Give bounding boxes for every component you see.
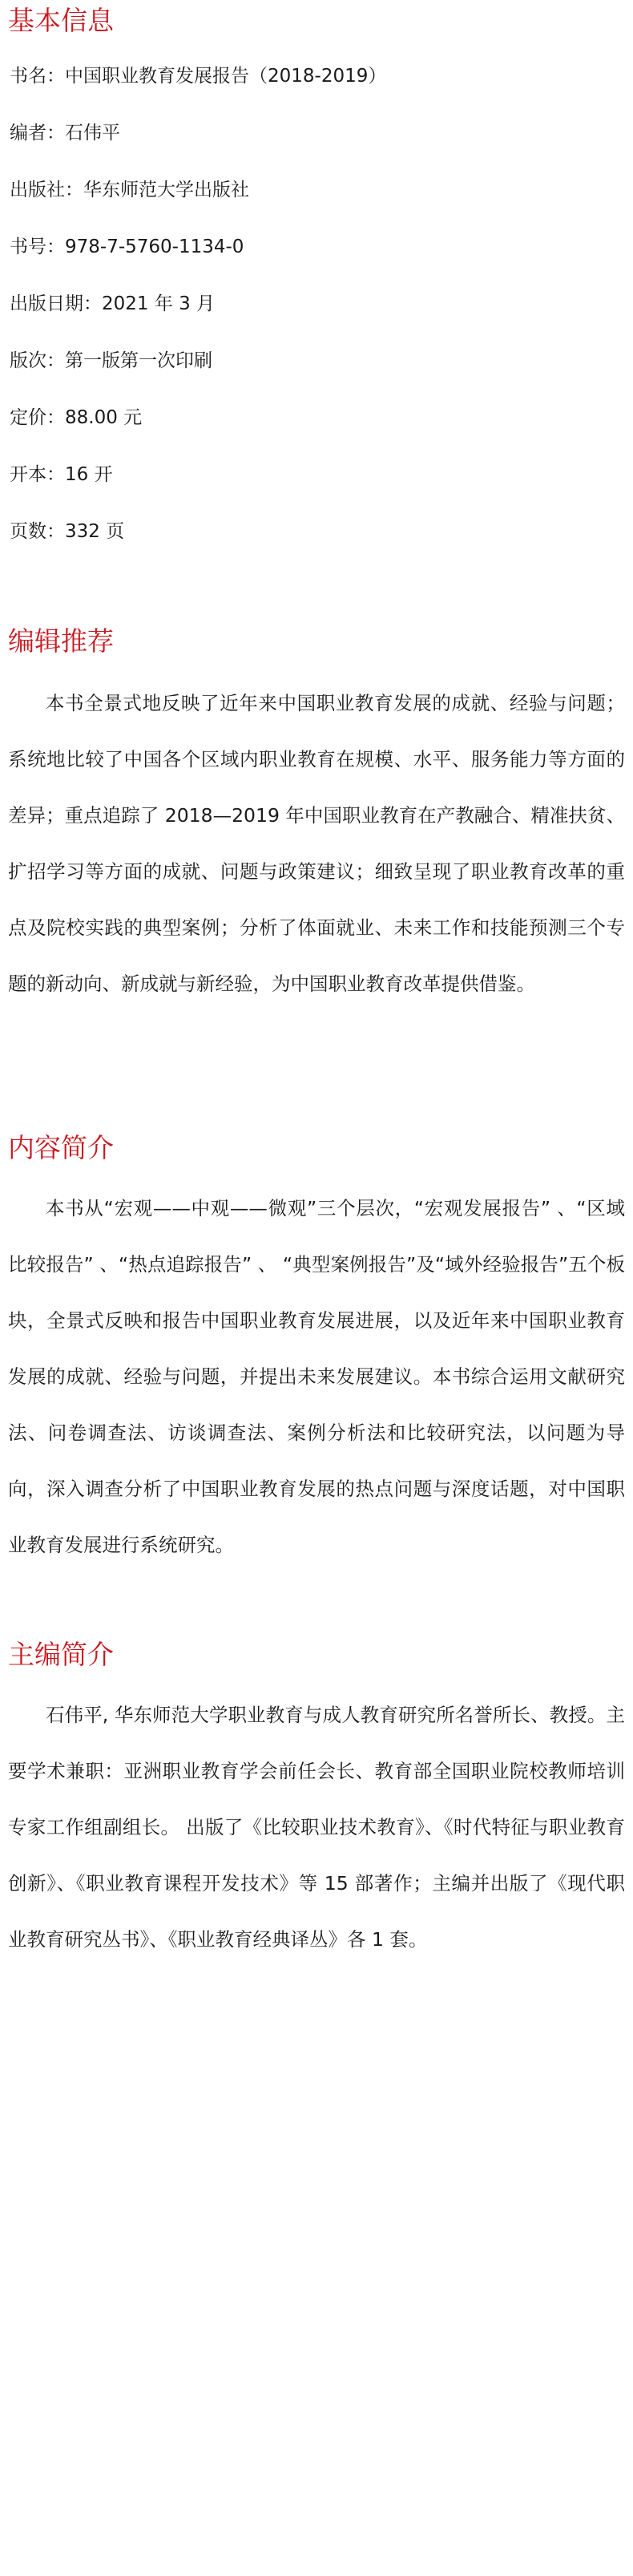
info-publisher: 出版社：华东师范大学出版社 <box>10 180 249 200</box>
content-summary-text: 本书从“宏观——中观——微观”三个层次，“宏观发展报告” 、“区域比较报告” 、“热点追踪报告” 、 “典型案例报告”及“域外经验报告”五个板块，全景式反映和报告中国职业教育发展进展，以及近年来中国职业教育发展的成就、经验与问题，并提出未来发展建议。本书综合运用文献研究法、问卷调查法、访谈调查法、案例分析法和比较研究法，以问题为导向，深入调查分析了中国职业教育发展的热点问题与深度话题，对中国职业教育发展进行系统研究。 <box>8 1197 625 1556</box>
info-publish-date: 出版日期：2021 年 3 月 <box>10 293 216 314</box>
content-summary-heading: 内容简介 <box>8 1132 114 1163</box>
editor-recommendation-heading: 编辑推荐 <box>8 625 114 657</box>
info-book-title: 书名：中国职业教育发展报告（2018-2019） <box>10 66 387 87</box>
info-isbn: 书号：978-7-5760-1134-0 <box>10 237 244 257</box>
info-editor: 编者：石伟平 <box>10 123 120 144</box>
chief-editor-heading: 主编简介 <box>8 1639 114 1670</box>
chief-editor-text: 石伟平, 华东师范大学职业教育与成人教育研究所名誉所长、教授。主要学术兼职：亚洲职业教育学会前任会长、教育部全国职业院校教师培训专家工作组副组长。 出版了《比较职业技术教育》、《时代特征与职业教育创新》、《职业教育课程开发技术》等 15 部著作；主编并出版了《现代职业教育研究丛书》、《职业教育经典译丛》各 1 套。 <box>8 1704 625 1951</box>
info-pages: 页数：332 页 <box>10 521 125 542</box>
editor-recommendation-text: 本书全景式地反映了近年来中国职业教育发展的成就、经验与问题；系统地比较了中国各个区域内职业教育在规模、水平、服务能力等方面的差异；重点追踪了 2018—2019 年中国职业教育在产教融合、精准扶贫、扩招学习等方面的成就、问题与政策建议；细致呈现了职业教育改革的重点及院校实践的典型案例；分析了体面就业、未来工作和技能预测三个专题的新动向、新成就与新经验，为中国职业教育改革提供借鉴。 <box>8 692 625 995</box>
info-format: 开本：16 开 <box>10 464 113 485</box>
info-edition: 版次：第一版第一次印刷 <box>10 350 212 371</box>
basic-info-list <box>10 59 386 572</box>
info-price: 定价：88.00 元 <box>10 407 143 428</box>
basic-info-heading: 基本信息 <box>8 5 114 36</box>
